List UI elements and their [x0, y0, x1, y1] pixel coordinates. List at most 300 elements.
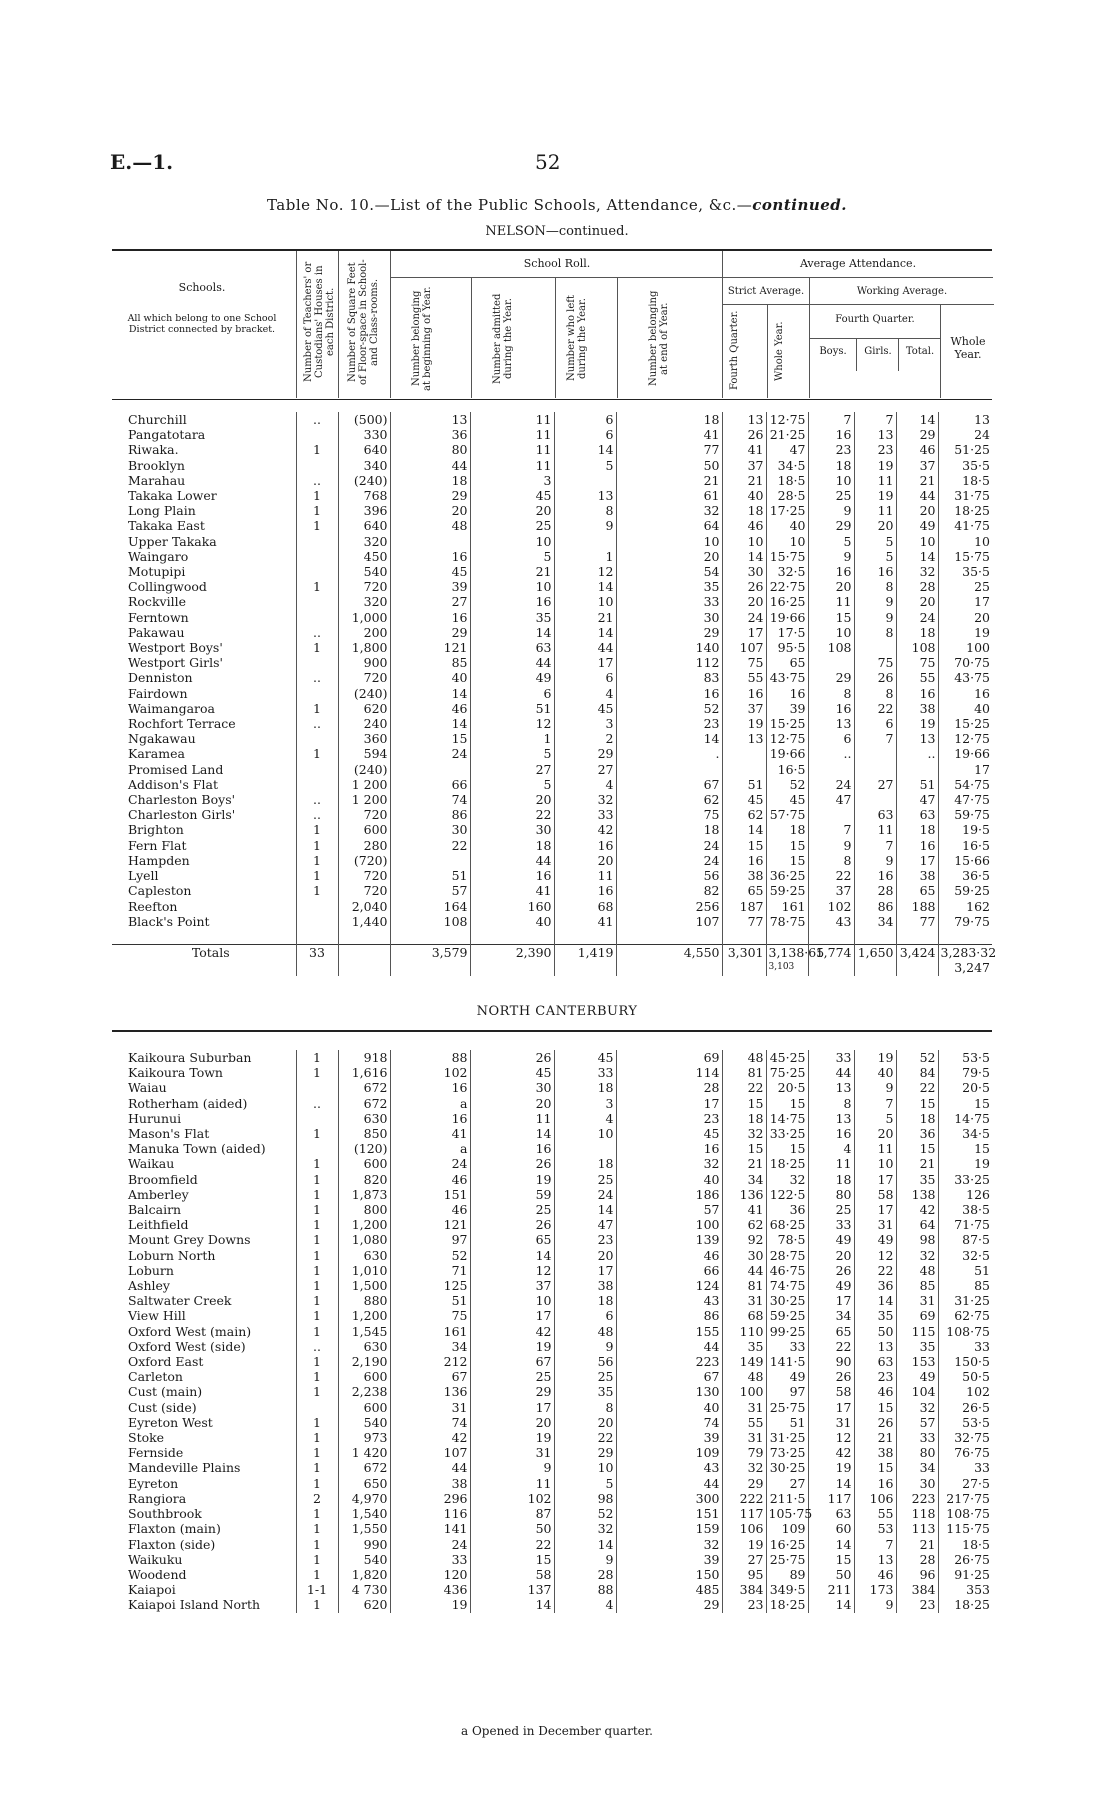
roll-begin-cell: 22 [390, 838, 470, 853]
working-fourth-quarter-label: Fourth Quarter. [835, 314, 915, 325]
strict-fourth-quarter-cell: 19 [722, 1537, 766, 1552]
admitted-cell: 30 [470, 822, 554, 837]
floor-space-cell: 450 [338, 549, 390, 564]
table-header [112, 249, 992, 400]
roll-end-cell: 485 [616, 1582, 722, 1597]
strict-whole-year-cell: 18 [766, 822, 808, 837]
total-cell: 153 [896, 1354, 938, 1369]
strict-fourth-quarter-cell: 81 [722, 1278, 766, 1293]
total-cell: 32 [896, 1400, 938, 1415]
strict-fourth-quarter-cell: 79 [722, 1445, 766, 1460]
total-cell: 35 [896, 1172, 938, 1187]
strict-whole-year-cell: 15 [766, 1096, 808, 1111]
strict-whole-year-cell: 36 [766, 1202, 808, 1217]
girls-cell: 16 [854, 868, 896, 883]
school-name-cell: Promised Land [128, 761, 224, 777]
school-name-cell: Westport Boys' [128, 640, 223, 656]
girls-cell: 22 [854, 701, 896, 716]
strict-whole-year-cell: 141·5 [766, 1354, 808, 1369]
school-name-cell: View Hill [128, 1308, 186, 1324]
strict-fourth-quarter-cell: 29 [722, 1476, 766, 1491]
strict-fourth-quarter-cell: 30 [722, 1248, 766, 1263]
table-row [112, 1400, 992, 1415]
school-name-cell: Oxford East [128, 1354, 204, 1370]
strict-whole-year-cell: 78·5 [766, 1232, 808, 1247]
school-name-cell: Addison's Flat [128, 776, 218, 792]
strict-fourth-quarter-cell: 62 [722, 807, 766, 822]
total-cell: 24 [896, 610, 938, 625]
strict-fourth-quarter-cell: 100 [722, 1384, 766, 1399]
left-cell: 17 [554, 1263, 616, 1278]
boys-cell: 4 [808, 1141, 854, 1156]
whole-year-cell: 26·75 [938, 1552, 992, 1567]
whole-year-cell: 33 [938, 1339, 992, 1354]
girls-cell: 35 [854, 1308, 896, 1323]
table-row [112, 1506, 992, 1521]
strict-fourth-quarter-cell: 65 [722, 883, 766, 898]
girls-label: Girls. [864, 346, 892, 357]
teachers-houses-cell: 1 [296, 1476, 338, 1491]
school-name-cell: Fernside [128, 1445, 184, 1461]
table-row [112, 594, 992, 609]
roll-end-cell: 67 [616, 777, 722, 792]
girls-cell: 9 [854, 610, 896, 625]
whole-year-cell: 33·25 [938, 1172, 992, 1187]
school-name-cell: Kaikoura Suburban [128, 1050, 252, 1065]
admitted-cell: 65 [470, 1232, 554, 1247]
roll-end-cell: 52 [616, 701, 722, 716]
whole-year-cell: 91·25 [938, 1567, 992, 1582]
strict-fourth-quarter-cell: 16 [722, 853, 766, 868]
girls-cell: 46 [854, 1567, 896, 1582]
region-subtitle: NELSON—continued. [485, 224, 629, 239]
whole-year-cell: 13 [938, 412, 992, 427]
left-cell: 17 [554, 655, 616, 670]
table-row [112, 731, 992, 746]
whole-year-cell: 51·25 [938, 442, 992, 457]
strict-whole-year-cell: 33·25 [766, 1126, 808, 1141]
roll-begin-label: Number belonging at beginning of Year. [411, 286, 433, 391]
school-name-cell: Rochfort Terrace [128, 716, 236, 732]
strict-whole-year-cell: 19·66 [766, 610, 808, 625]
totals-alt-row [112, 960, 992, 975]
boys-cell: 34 [808, 1308, 854, 1323]
whole-year-cell: 40 [938, 701, 992, 716]
whole-year-cell: 217·75 [938, 1491, 992, 1506]
north-canterbury-table [112, 1050, 992, 1613]
total-cell: 31 [896, 1293, 938, 1308]
table-row [112, 1080, 992, 1095]
school-name-cell: Cust (side) [128, 1399, 197, 1415]
strict-whole-year-cell: 10 [766, 534, 808, 549]
strict-whole-year-cell: 47 [766, 442, 808, 457]
strict-fourth-quarter-cell: 38 [722, 868, 766, 883]
girls-cell: 16 [854, 564, 896, 579]
whole-year-cell: 353 [938, 1582, 992, 1597]
left-cell: 4 [554, 777, 616, 792]
strict-whole-year-cell: 43·75 [766, 670, 808, 685]
roll-end-cell: 44 [616, 1476, 722, 1491]
boys-cell: 7 [808, 412, 854, 427]
school-name-cell: Capleston [128, 883, 192, 899]
girls-cell: 7 [854, 1537, 896, 1552]
strict-whole-year-cell: 75·25 [766, 1065, 808, 1080]
roll-begin-cell: 57 [390, 883, 470, 898]
total-cell: 18 [896, 625, 938, 640]
admitted-cell: 25 [470, 518, 554, 533]
boys-cell: 24 [808, 777, 854, 792]
floor-space-cell: 630 [338, 1111, 390, 1126]
roll-end-cell: 44 [616, 1339, 722, 1354]
teachers-houses-cell: 1 [296, 1430, 338, 1445]
admitted-cell: 10 [470, 579, 554, 594]
table-row [112, 670, 992, 685]
floor-space-cell: 620 [338, 701, 390, 716]
floor-space-cell: 396 [338, 503, 390, 518]
roll-end-cell: 256 [616, 899, 722, 914]
strict-whole-year-cell: 211·5 [766, 1491, 808, 1506]
floor-space-cell: 1 200 [338, 777, 390, 792]
teachers-houses-cell: 1 [296, 868, 338, 883]
admitted-cell: 20 [470, 1415, 554, 1430]
teachers-houses-cell [296, 731, 338, 746]
table-row [112, 1415, 992, 1430]
teachers-houses-cell [296, 655, 338, 670]
teachers-houses-cell [296, 762, 338, 777]
teachers-houses-cell: 1 [296, 746, 338, 761]
left-cell: 20 [554, 1415, 616, 1430]
roll-begin-cell: 71 [390, 1263, 470, 1278]
roll-begin-cell: 34 [390, 1339, 470, 1354]
table-row [112, 473, 992, 488]
boys-cell: 49 [808, 1278, 854, 1293]
girls-cell: 22 [854, 1263, 896, 1278]
strict-whole-year-cell: 12·75 [766, 731, 808, 746]
admitted-cell: 17 [470, 1400, 554, 1415]
teachers-houses-cell: 1 [296, 1187, 338, 1202]
roll-begin-cell: 13 [390, 412, 470, 427]
left-cell: 32 [554, 792, 616, 807]
total-cell: 29 [896, 427, 938, 442]
left-cell: 18 [554, 1293, 616, 1308]
admitted-cell: 19 [470, 1172, 554, 1187]
boys-cell: 90 [808, 1354, 854, 1369]
total-cell: 32 [896, 1248, 938, 1263]
strict-fourth-quarter-cell: 21 [722, 1156, 766, 1171]
left-cell: 44 [554, 640, 616, 655]
footnote: a Opened in December quarter. [460, 1724, 653, 1738]
girls-cell: 86 [854, 899, 896, 914]
teachers-houses-cell [296, 1080, 338, 1095]
floor-space-cell: 600 [338, 1156, 390, 1171]
floor-space-cell: 1,200 [338, 1217, 390, 1232]
strict-fourth-quarter-cell: 13 [722, 412, 766, 427]
boys-cell: 29 [808, 518, 854, 533]
table-row [112, 1187, 992, 1202]
roll-begin-cell: 48 [390, 518, 470, 533]
boys-cell: 23 [808, 442, 854, 457]
left-cell: 32 [554, 1521, 616, 1536]
roll-end-cell: 150 [616, 1567, 722, 1582]
floor-space-cell: 1,800 [338, 640, 390, 655]
table-row [112, 518, 992, 533]
roll-begin-cell: 97 [390, 1232, 470, 1247]
school-name-cell: Kaiapoi Island North [128, 1597, 261, 1613]
strict-whole-year-cell: 18·25 [766, 1156, 808, 1171]
whole-year-cell: 19 [938, 625, 992, 640]
whole-year-cell: 162 [938, 899, 992, 914]
admitted-cell: 9 [470, 1460, 554, 1475]
teachers-houses-cell: 1 [296, 1050, 338, 1065]
whole-year-cell: 50·5 [938, 1369, 992, 1384]
floor-space-cell: 600 [338, 1369, 390, 1384]
whole-year-cell: 15 [938, 1096, 992, 1111]
left-cell: 6 [554, 412, 616, 427]
school-name-cell: Ngakawau [128, 731, 196, 747]
teachers-houses-cell: .. [296, 670, 338, 685]
table-row [112, 853, 992, 868]
left-cell: 12 [554, 564, 616, 579]
table-row [112, 579, 992, 594]
school-name-cell: Mason's Flat [128, 1126, 210, 1142]
whole-year-cell: 76·75 [938, 1445, 992, 1460]
girls-cell: 7 [854, 1096, 896, 1111]
admitted-cell: 6 [470, 686, 554, 701]
roll-end-cell: 39 [616, 1552, 722, 1567]
girls-cell: 38 [854, 1445, 896, 1460]
strict-whole-year-cell: 95·5 [766, 640, 808, 655]
admitted-cell: 5 [470, 777, 554, 792]
teachers-houses-cell: 1 [296, 1597, 338, 1612]
average-attendance-label: Average Attendance. [799, 257, 917, 270]
school-name-cell: Southbrook [128, 1506, 202, 1522]
table-row [112, 868, 992, 883]
table-row [112, 1339, 992, 1354]
strict-fourth-quarter-cell: 35 [722, 1339, 766, 1354]
floor-space-cell: 880 [338, 1293, 390, 1308]
total-cell: 37 [896, 458, 938, 473]
boys-cell: 22 [808, 868, 854, 883]
table-row [112, 1278, 992, 1293]
roll-begin-cell: 51 [390, 868, 470, 883]
roll-begin-cell: 19 [390, 1597, 470, 1612]
total-cell: 108 [896, 640, 938, 655]
table-row [112, 1248, 992, 1263]
whole-year-cell: 16 [938, 686, 992, 701]
roll-end-cell: 17 [616, 1096, 722, 1111]
left-cell: 25 [554, 1172, 616, 1187]
teachers-houses-cell: .. [296, 412, 338, 427]
strict-whole-year-cell: 122·5 [766, 1187, 808, 1202]
floor-space-cell: 820 [338, 1172, 390, 1187]
left-cell: 68 [554, 899, 616, 914]
school-name-cell: Churchill [128, 412, 187, 427]
girls-cell: 16 [854, 1476, 896, 1491]
strict-whole-year-cell: 59·25 [766, 883, 808, 898]
girls-cell: 19 [854, 488, 896, 503]
table-row [112, 1156, 992, 1171]
school-name-cell: Motupipi [128, 564, 186, 580]
strict-fourth-quarter-cell: 17 [722, 625, 766, 640]
strict-whole-year-cell: 59·25 [766, 1308, 808, 1323]
girls-cell: 9 [854, 1080, 896, 1095]
admitted-cell: 27 [470, 762, 554, 777]
floor-space-cell: 620 [338, 1597, 390, 1612]
roll-end-cell: 35 [616, 579, 722, 594]
admitted-cell: 67 [470, 1354, 554, 1369]
girls-cell: 27 [854, 777, 896, 792]
admitted-cell: 26 [470, 1156, 554, 1171]
roll-begin-cell: 14 [390, 716, 470, 731]
admitted-cell: 50 [470, 1521, 554, 1536]
total-cell: 21 [896, 473, 938, 488]
teachers-houses-cell: 1 [296, 1293, 338, 1308]
school-name-cell: Loburn [128, 1262, 174, 1278]
strict-whole-year-cell: 51 [766, 1415, 808, 1430]
roll-end-cell: 21 [616, 473, 722, 488]
admitted-cell: 22 [470, 1537, 554, 1552]
table-row [112, 610, 992, 625]
boys-cell: 9 [808, 503, 854, 518]
left-cell: 4 [554, 686, 616, 701]
roll-begin-cell: 24 [390, 746, 470, 761]
roll-end-cell: 23 [616, 716, 722, 731]
table-row [112, 488, 992, 503]
left-cell: 33 [554, 1065, 616, 1080]
left-cell [554, 473, 616, 488]
boys-cell: 25 [808, 1202, 854, 1217]
school-name-cell: Loburn North [128, 1247, 216, 1263]
admitted-cell: 11 [470, 1476, 554, 1491]
total-cell: 49 [896, 518, 938, 533]
left-cell [554, 534, 616, 549]
table-row [112, 1445, 992, 1460]
roll-end-cell: 62 [616, 792, 722, 807]
north-canterbury-heading: NORTH CANTERBURY [476, 1004, 638, 1019]
strict-whole-year-cell: 74·75 [766, 1278, 808, 1293]
floor-space-cell: (720) [338, 853, 390, 868]
strict-whole-year-cell: 57·75 [766, 807, 808, 822]
teachers-col [296, 251, 338, 398]
table-row [112, 838, 992, 853]
school-name-cell: Flaxton (main) [128, 1521, 221, 1537]
girls-cell: 13 [854, 427, 896, 442]
admitted-cell: 14 [470, 1126, 554, 1141]
teachers-houses-cell: 1 [296, 1156, 338, 1171]
girls-cell: 8 [854, 579, 896, 594]
teachers-houses-cell [296, 914, 338, 929]
roll-begin-cell: 46 [390, 1202, 470, 1217]
admitted-cell: 40 [470, 914, 554, 929]
total-cell: 15 [896, 1096, 938, 1111]
girls-cell: 53 [854, 1521, 896, 1536]
whole-year-alt-total: 3,247 [938, 960, 992, 975]
left-cell: 10 [554, 594, 616, 609]
whole-year-cell: 15·75 [938, 549, 992, 564]
roll-end-cell: 24 [616, 838, 722, 853]
girls-cell: 13 [854, 1339, 896, 1354]
strict-fourth-quarter-cell: 92 [722, 1232, 766, 1247]
table-row [112, 640, 992, 655]
admitted-cell: 17 [470, 1308, 554, 1323]
floor-space-cell: 1 420 [338, 1445, 390, 1460]
girls-cell: 5 [854, 534, 896, 549]
strict-fourth-quarter-cell: 24 [722, 610, 766, 625]
admitted-cell: 44 [470, 655, 554, 670]
strict-fourth-quarter-cell: 21 [722, 473, 766, 488]
page-number: 52 [535, 150, 561, 174]
left-total: 1,419 [554, 945, 616, 961]
boys-cell [808, 655, 854, 670]
school-name-cell: Marahau [128, 472, 186, 488]
floor-space-cell: 720 [338, 579, 390, 594]
school-name-cell: Stoke [128, 1430, 165, 1446]
teachers-houses-cell: 1 [296, 1202, 338, 1217]
total-cell: 32 [896, 564, 938, 579]
roll-begin-cell [390, 534, 470, 549]
total-cell: 14 [896, 412, 938, 427]
boys-cell: 7 [808, 822, 854, 837]
roll-end-cell: 18 [616, 412, 722, 427]
left-cell: 33 [554, 807, 616, 822]
floor-space-cell: 330 [338, 427, 390, 442]
admitted-cell: 42 [470, 1324, 554, 1339]
total-cell: 65 [896, 883, 938, 898]
boys-cell: 102 [808, 899, 854, 914]
strict-whole-year-cell: 15 [766, 853, 808, 868]
boys-cell: 5 [808, 534, 854, 549]
table-row [112, 1293, 992, 1308]
girls-cell [854, 640, 896, 655]
boys-cell: 29 [808, 670, 854, 685]
boys-cell: 20 [808, 1248, 854, 1263]
roll-begin-cell: 14 [390, 686, 470, 701]
school-name-cell: Manuka Town (aided) [128, 1141, 266, 1157]
roll-begin-cell: 74 [390, 792, 470, 807]
school-name-cell: Saltwater Creek [128, 1293, 232, 1309]
school-name-cell: Waimangaroa [128, 700, 215, 716]
floor-space-cell: 1,616 [338, 1065, 390, 1080]
whole-year-cell: 19·66 [938, 746, 992, 761]
roll-end-cell: 82 [616, 883, 722, 898]
roll-end-cell: 43 [616, 1293, 722, 1308]
table-row [112, 458, 992, 473]
boys-cell: 15 [808, 610, 854, 625]
admitted-cell: 18 [470, 838, 554, 853]
school-name-cell: Rotherham (aided) [128, 1095, 248, 1111]
roll-end-cell: 33 [616, 594, 722, 609]
whole-year-cell: 15 [938, 1141, 992, 1156]
admitted-cell: 137 [470, 1582, 554, 1597]
floor-space-cell: 600 [338, 1400, 390, 1415]
strict-whole-year-cell: 89 [766, 1567, 808, 1582]
girls-cell: 13 [854, 1552, 896, 1567]
total-cell: 16 [896, 838, 938, 853]
total-cell: 96 [896, 1567, 938, 1582]
admitted-cell: 16 [470, 594, 554, 609]
total-cell: 57 [896, 1415, 938, 1430]
boys-cell: 33 [808, 1217, 854, 1232]
left-cell: 9 [554, 1552, 616, 1567]
strict-average-label: Strict Average. [727, 286, 805, 297]
table-row [112, 625, 992, 640]
roll-end-cell: 54 [616, 564, 722, 579]
roll-begin-cell: 161 [390, 1324, 470, 1339]
teachers-houses-total: 33 [296, 945, 338, 961]
whole-year-cell: 38·5 [938, 1202, 992, 1217]
table-row [112, 899, 992, 914]
roll-begin-cell: 30 [390, 822, 470, 837]
